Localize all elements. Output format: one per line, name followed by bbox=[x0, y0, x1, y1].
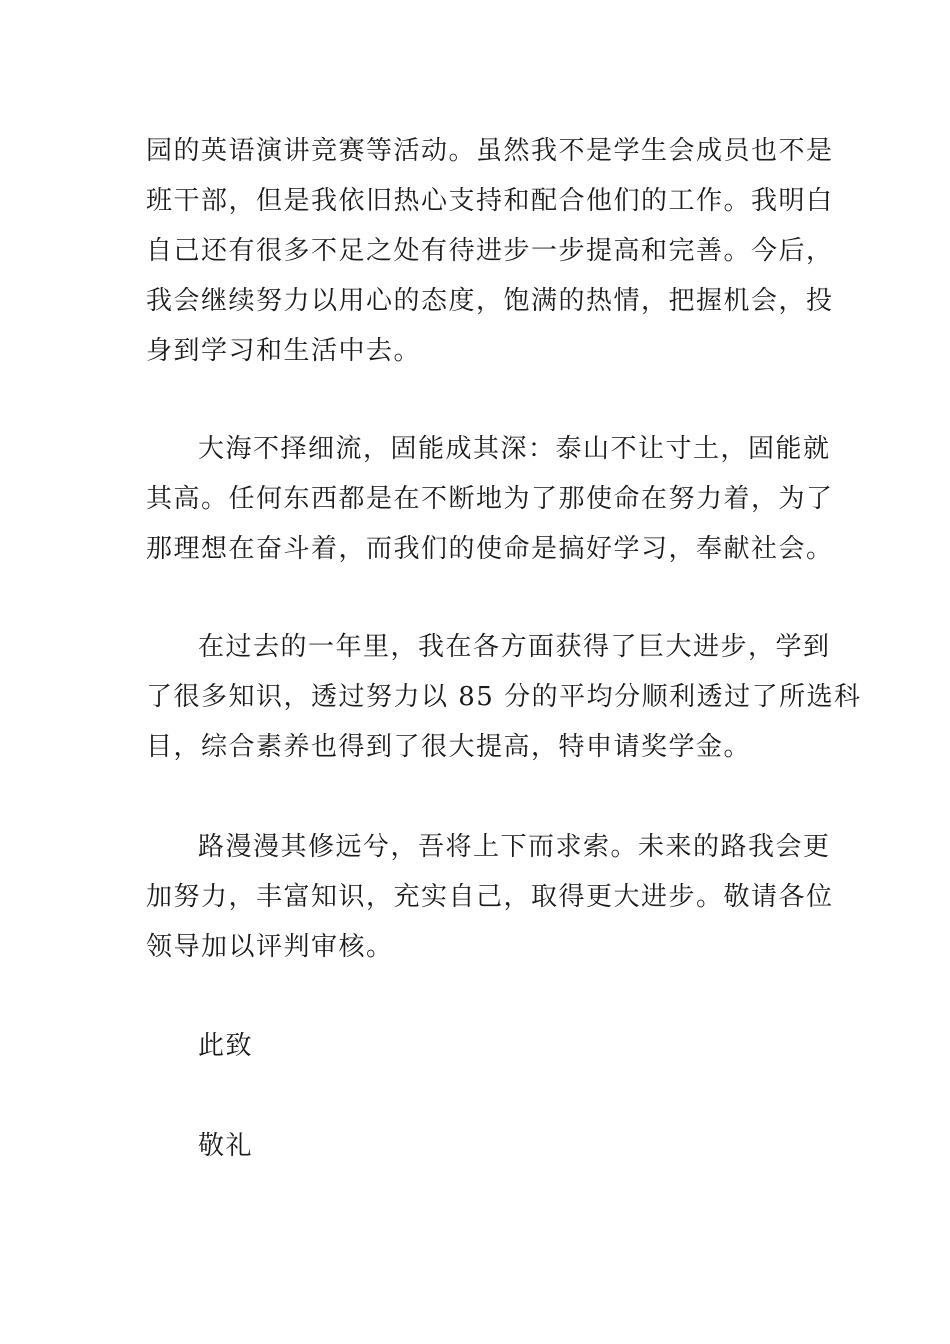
paragraph-2-line-2: 其高。任何东西都是在不断地为了那使命在努力着，为了 bbox=[146, 484, 834, 514]
paragraph-2-line-3: 那理想在奋斗着，而我们的使命是搞好学习，奉献社会。 bbox=[146, 534, 834, 564]
paragraph-1-line-5: 身到学习和生活中去。 bbox=[146, 336, 422, 366]
paragraph-2-line-1: 大海不择细流，固能成其深：泰山不让寸土，固能就 bbox=[198, 434, 831, 464]
paragraph-4-line-2: 加努力，丰富知识，充实自己，取得更大进步。敬请各位 bbox=[146, 882, 834, 912]
paragraph-1-line-2: 班干部，但是我依旧热心支持和配合他们的工作。我明白 bbox=[146, 186, 834, 216]
closing-greeting: 此致 bbox=[198, 1031, 254, 1061]
paragraph-4-line-3: 领导加以评判审核。 bbox=[146, 932, 394, 962]
paragraph-3-line-3: 目，综合素养也得到了很大提高，特申请奖学金。 bbox=[146, 732, 752, 762]
closing-salute: 敬礼 bbox=[198, 1131, 254, 1161]
paragraph-1-line-4: 我会继续努力以用心的态度，饱满的热情，把握机会，投 bbox=[146, 286, 834, 316]
paragraph-4-line-1: 路漫漫其修远兮，吾将上下而求索。未来的路我会更 bbox=[198, 832, 831, 862]
paragraph-3-line-1: 在过去的一年里，我在各方面获得了巨大进步，学到 bbox=[198, 632, 831, 662]
paragraph-1-line-3: 自己还有很多不足之处有待进步一步提高和完善。今后， bbox=[146, 236, 834, 266]
paragraph-1-line-1: 园的英语演讲竞赛等活动。虽然我不是学生会成员也不是 bbox=[146, 136, 834, 166]
paragraph-3-line-2: 了很多知识，透过努力以 85 分的平均分顺利透过了所选科 bbox=[146, 682, 862, 712]
